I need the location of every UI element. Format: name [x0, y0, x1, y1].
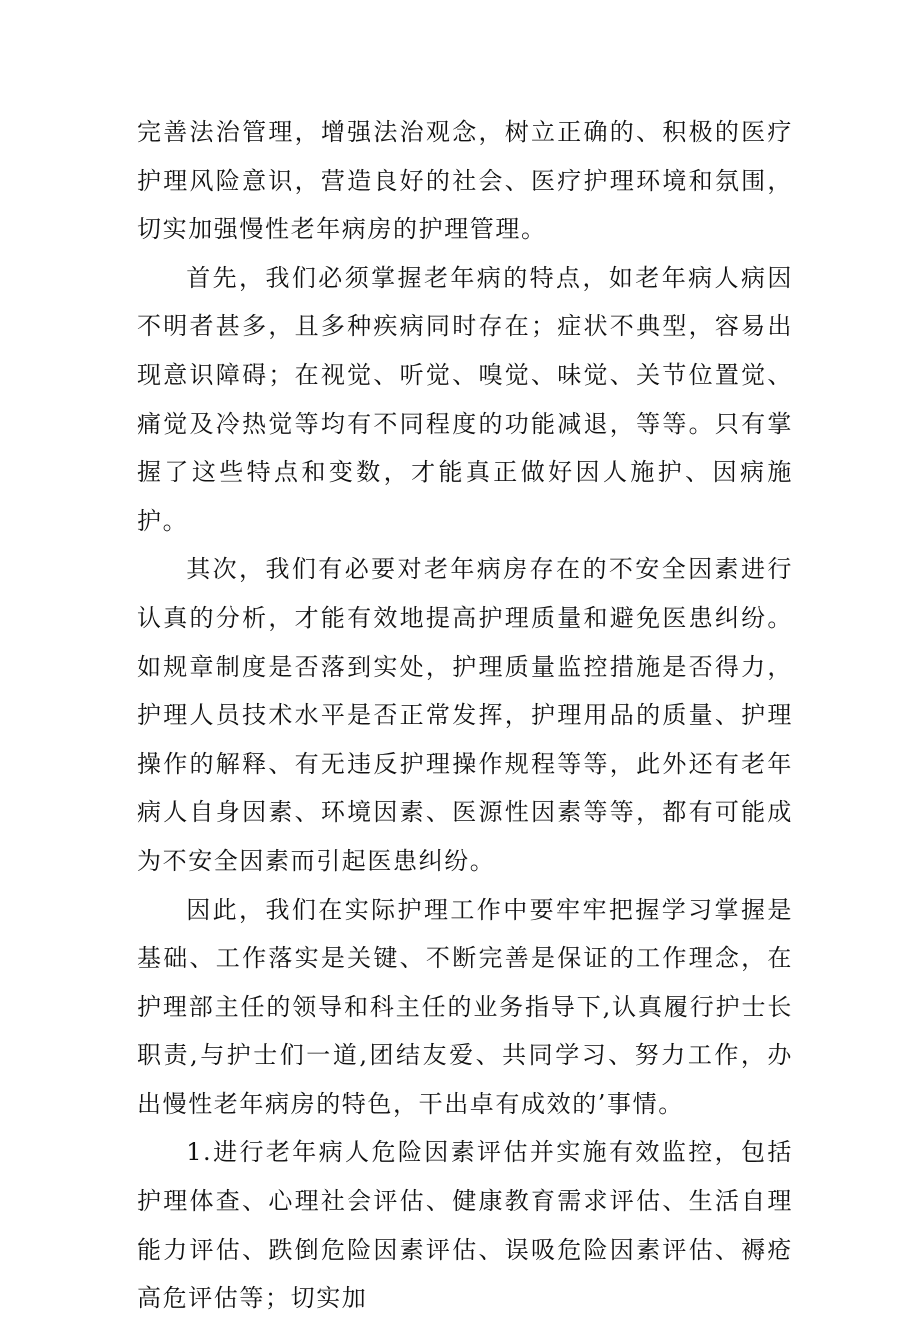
paragraph-5: 1.进行老年病人危险因素评估并实施有效监控，包括护理体查、心理社会评估、健康教育需求评估、生活自理能力评估、跌倒危险因素评估、误吸危险因素评估、褥疮高危评估等；切实加: [137, 1138, 793, 1313]
paragraph-4: 因此，我们在实际护理工作中要牢牢把握学习掌握是基础、工作落实是关键、不断完善是保证的工作理念，在护理部主任的领导和科主任的业务指导下,认真履行护士长职责,与护士们一道,团结友爱、共同学习、努力工作，办出慢性老年病房的特色，干出卓有成效的’事情。: [137, 895, 793, 1118]
paragraph-3: 其次，我们有必要对老年病房存在的不安全因素进行认真的分析，才能有效地提高护理质量和避免医患纠纷。如规章制度是否落到实处，护理质量监控措施是否得力，护理人员技术水平是否正常发挥，护理用品的质量、护理操作的解释、有无违反护理操作规程等等，此外还有老年病人自身因素、环境因素、医源性因素等等，都有可能成为不安全因素而引起医患纠纷。: [137, 555, 793, 875]
paragraph-2: 首先，我们必须掌握老年病的特点，如老年病人病因不明者甚多，且多种疾病同时存在；症状不典型，容易出现意识障碍；在视觉、听觉、嗅觉、味觉、关节位置觉、痛觉及冷热觉等均有不同程度的功能减退，等等。只有掌握了这些特点和变数，才能真正做好因人施护、因病施护。: [137, 263, 793, 535]
paragraph-1: 完善法治管理，增强法治观念，树立正确的、积极的医疗护理风险意识，营造良好的社会、医疗护理环境和氛围，切实加强慢性老年病房的护理管理。: [137, 118, 793, 244]
document-body: [137, 108, 793, 1323]
